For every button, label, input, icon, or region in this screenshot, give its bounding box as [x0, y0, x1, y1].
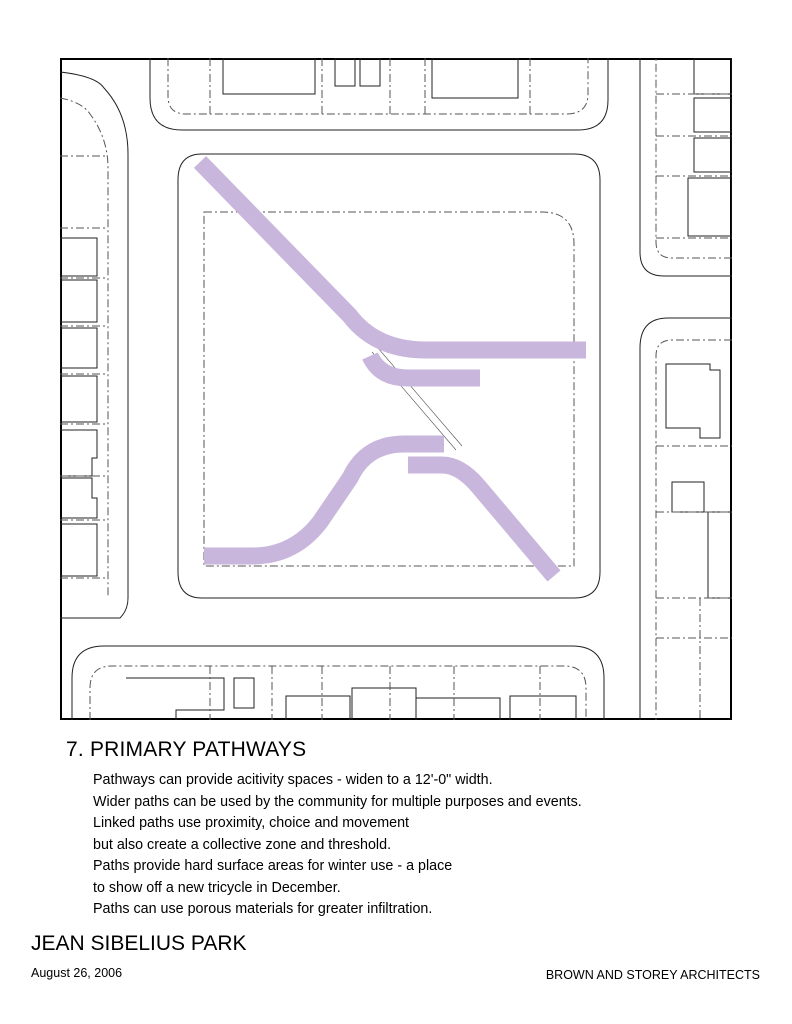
- pathway-nw-to-east: [200, 162, 586, 350]
- east-north-houses: [688, 58, 732, 236]
- description-line: Pathways can provide acitivity spaces - widen to a 12'-0" width.: [93, 772, 493, 788]
- south-lot-dividers: [210, 666, 540, 720]
- west-block-curb: [60, 72, 128, 618]
- north-building: [335, 58, 355, 86]
- north-building: [432, 58, 518, 98]
- description-line: Paths provide hard surface areas for winter use - a place: [93, 858, 453, 874]
- south-buildings: [126, 678, 576, 720]
- south-block-curb: [72, 646, 604, 720]
- description-line: Linked paths use proximity, choice and movement: [93, 815, 410, 831]
- east-south-block-dashed-lot-line: [656, 340, 732, 720]
- west-houses: [60, 238, 97, 576]
- west-block-dashed-lot-line: [60, 98, 108, 598]
- drawing-frame: [61, 59, 731, 719]
- description-line: to show off a new tricycle in December.: [93, 879, 341, 896]
- description-line: but also create a collective zone and threshold.: [93, 836, 392, 853]
- pathway-se-diagonal: [408, 465, 554, 576]
- north-building: [223, 58, 315, 94]
- section-description: [93, 770, 582, 921]
- east-south-block-curb: [640, 318, 732, 720]
- east-south-lot-dividers: [656, 446, 732, 720]
- east-south-houses: [666, 364, 732, 598]
- description-line: Paths can use porous materials for greater infiltration.: [93, 901, 433, 917]
- site-plan-drawing: [60, 58, 732, 720]
- firm-name: BROWN AND STOREY ARCHITECTS: [545, 968, 760, 982]
- pathway-nw-spur: [370, 356, 480, 378]
- south-block-dashed-lot-line: [90, 666, 586, 720]
- section-title: 7. PRIMARY PATHWAYS: [66, 738, 307, 761]
- north-building: [360, 58, 380, 86]
- description-line: Wider paths can be used by the community for multiple purposes and events.: [93, 793, 582, 810]
- north-block-curb: [150, 58, 608, 130]
- project-title: JEAN SIBELIUS PARK: [31, 932, 247, 955]
- west-lot-dividers: [60, 156, 108, 578]
- park-dashed-boundary: [204, 212, 574, 566]
- date-label: August 26, 2006: [31, 966, 123, 980]
- east-north-block-curb: [640, 58, 732, 276]
